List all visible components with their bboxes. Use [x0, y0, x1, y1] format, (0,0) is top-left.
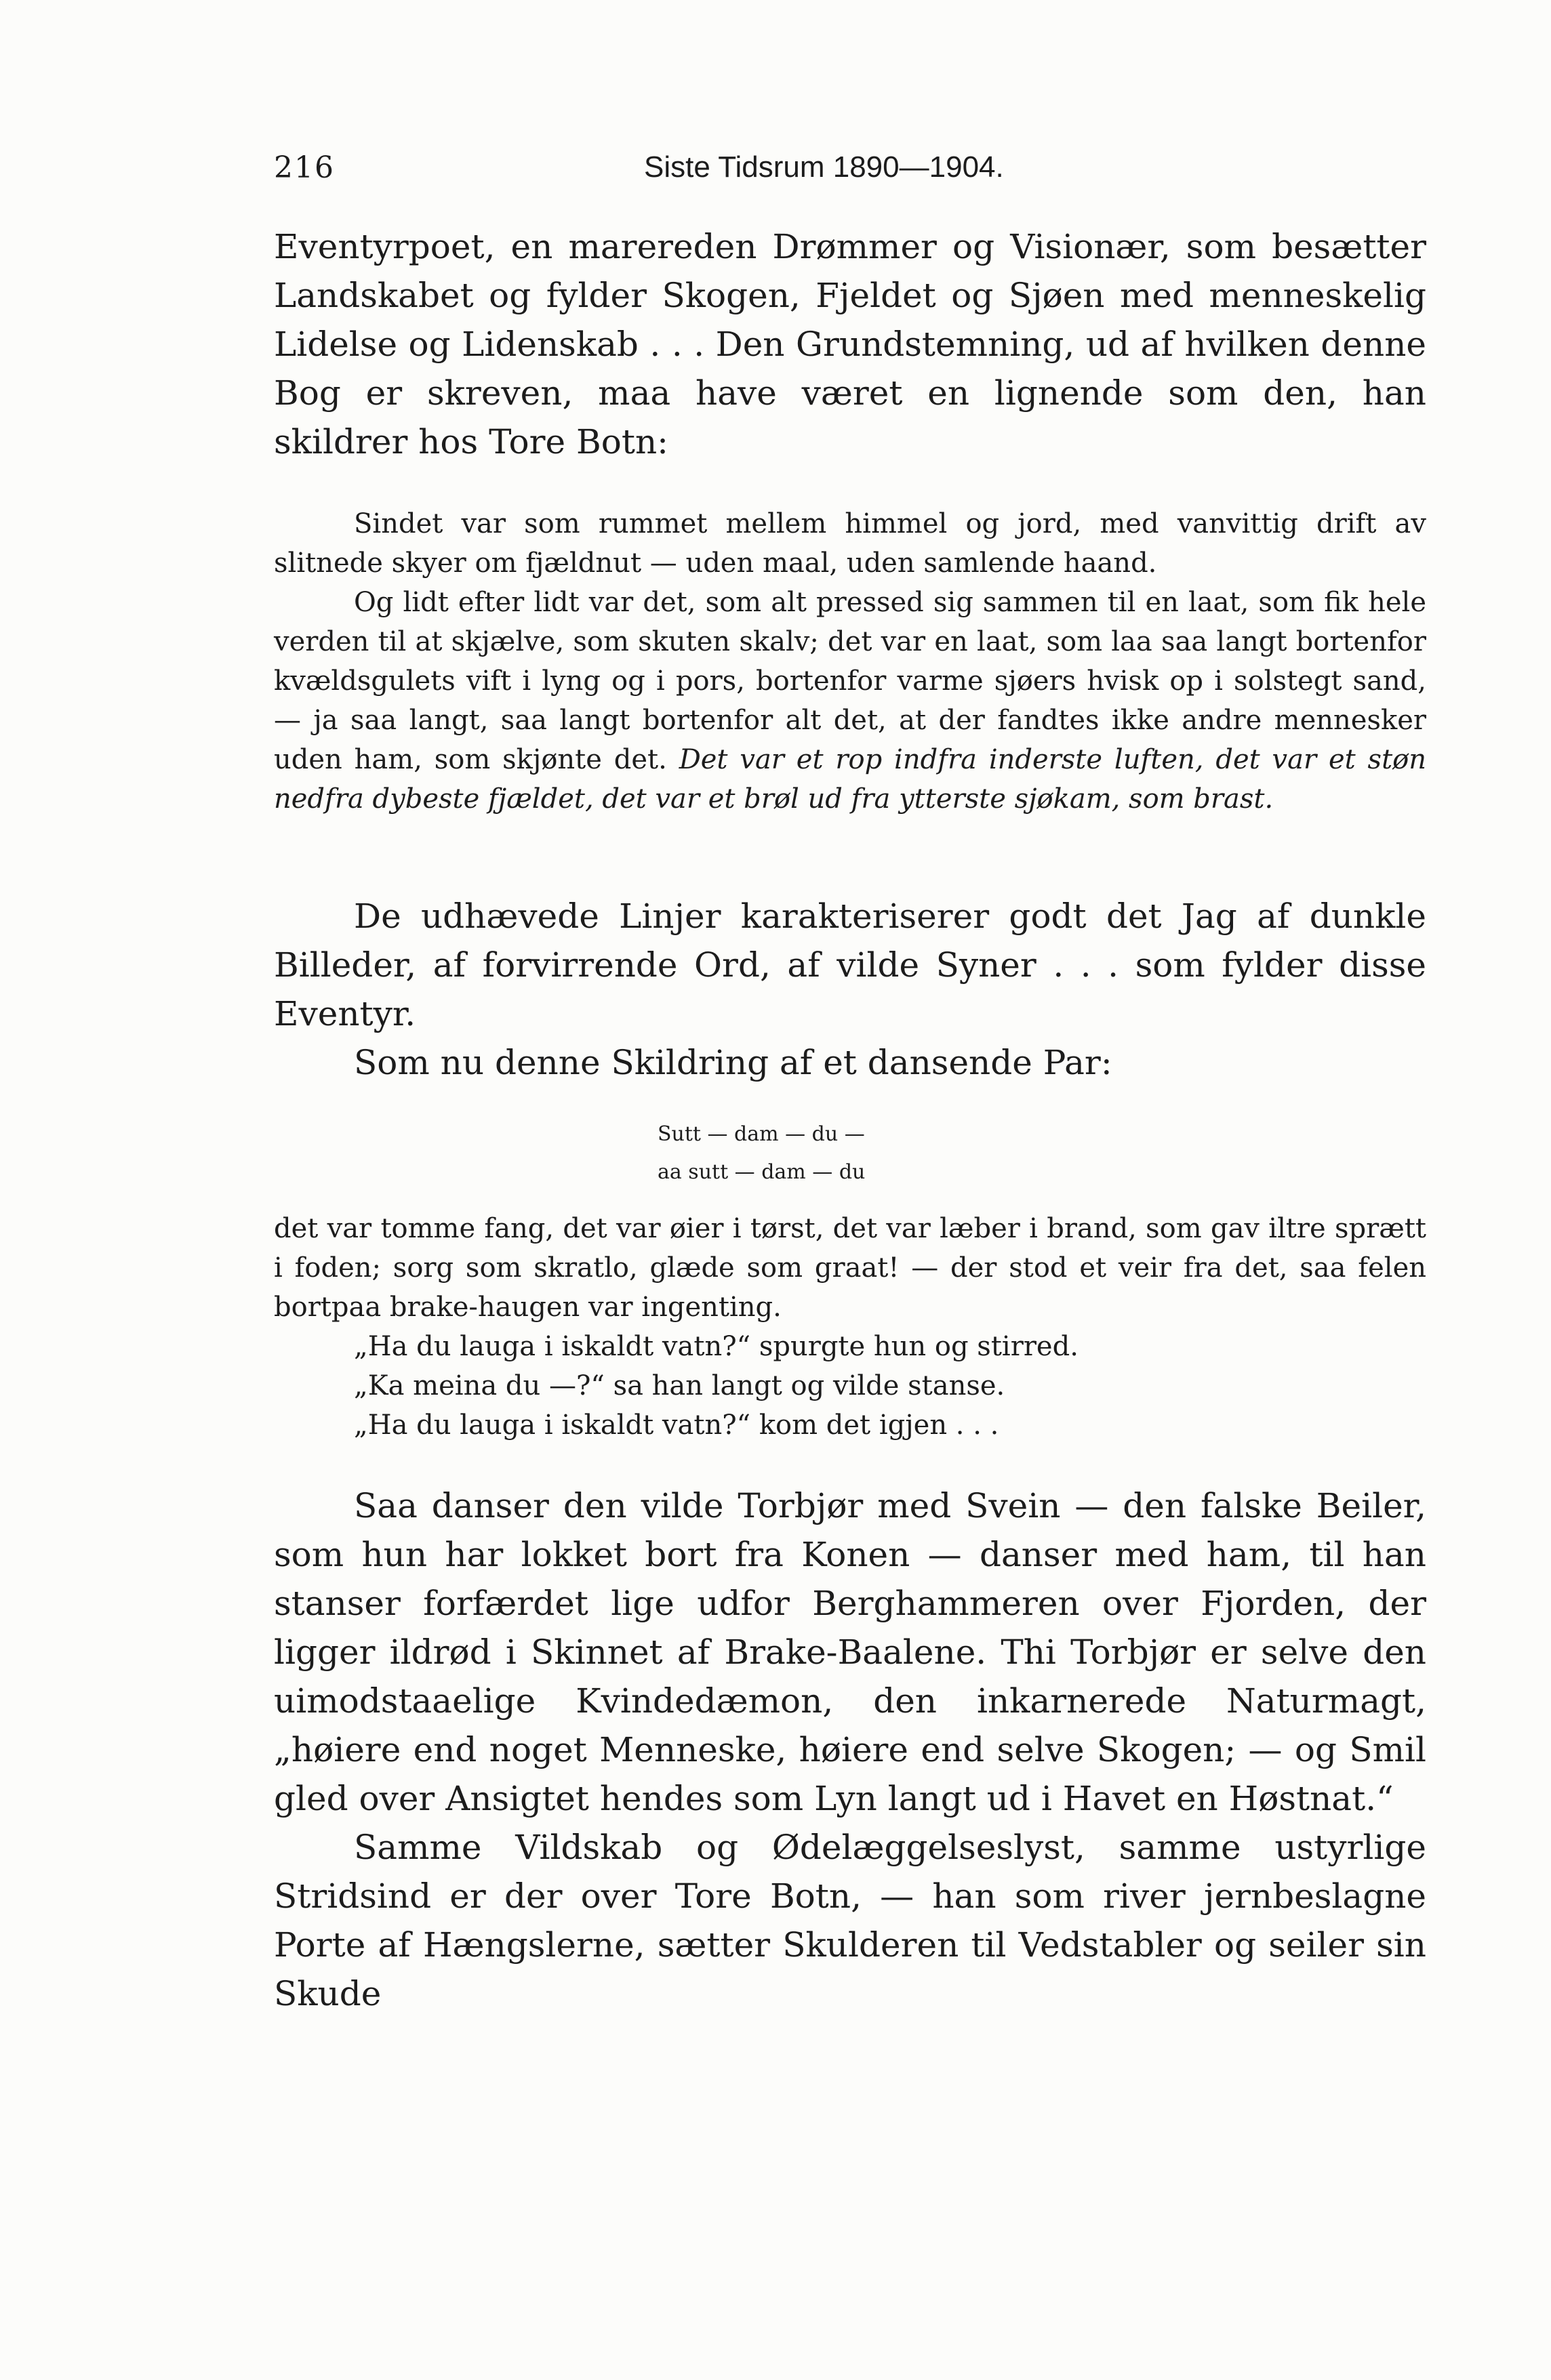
- verse-line-2: aa sutt — dam — du: [658, 1160, 866, 1184]
- running-title: Siste Tidsrum 1890—1904.: [644, 150, 1004, 184]
- paragraph-udhaevede: De udhævede Linjer karakteriserer godt det Jag af dunkle Billeder, af forvirrende Ord, af vilde Syner . . . som fylder disse Eventyr.: [274, 897, 1426, 1033]
- paragraph-skildring: Som nu denne Skildring af et dansende Par:: [354, 1043, 1112, 1082]
- verse-line-1: Sutt — dam — du —: [658, 1122, 865, 1146]
- page-number: 216: [274, 150, 335, 185]
- paragraph-eventyrpoet: Eventyrpoet, en marereden Drømmer og Visionær, som besætter Landskabet og fylder Skogen, Fjeldet og Sjøen med menneskelig Lidelse og Lidenskab . . . Den Grundstemning, ud af hvilken denne Bog er skreven, maa have været en lignende som den, han skildrer hos Tore Botn:: [274, 227, 1426, 461]
- paragraph-torbjor: Saa danser den vilde Torbjør med Svein — den falske Beiler, som hun har lokket bort fra Konen — danser med ham, til han stanser forfærdet lige udfor Berghammeren over Fjorden, der ligger ildrød i Skinnet af Brake-Baalene. Thi Torbjør er selve den uimodstaaelige Kvindedæmon, den inkarnerede Naturmagt, „høiere end noget Menneske, høiere end selve Skogen; — og Smil gled over Ansigtet hendes som Lyn langt ud i Havet en Høstnat.“: [274, 1486, 1426, 1818]
- closing-paragraphs: [274, 1481, 1426, 2018]
- quote-dialogue-3: „Ha du lauga i iskaldt vatn?“ kom det igjen . . .: [354, 1410, 999, 1441]
- dance-verse: [658, 1115, 865, 1191]
- quote-paragraph-og-lidt: [274, 583, 1426, 819]
- quote-paragraph-tomme-fang: det var tomme fang, det var øier i tørst, det var læber i brand, som gav iltre sprætt i foden; sorg som skratlo, glæde som graat! — der stod et veir fra det, saa felen bortpaa brake-haugen var ingenting.: [274, 1213, 1426, 1323]
- quote-plain-text: Og lidt efter lidt var det, som alt pressed sig sammen til en laat, som fik hele verden til at skjælve, som skuten skalv; det var en laat, som laa saa langt bortenfor kvældsgulets vift i lyng og i pors, bortenfor varme sjøers hvisk op i solstegt sand, — ja saa langt, saa langt bortenfor alt det, at der fandtes ikke andre mennesker uden ham, som skjønte det.: [274, 587, 1426, 775]
- quotation-tore-botn: [274, 504, 1426, 819]
- paragraph-vildskab: Samme Vildskab og Ødelæggelseslyst, samme ustyrlige Stridsind er der over Tore Botn, — han som river jernbeslagne Porte af Hængslerne, sætter Skulderen til Vedstabler og seiler sin Skude: [274, 1828, 1426, 2013]
- quote-paragraph-sindet: Sindet var som rummet mellem himmel og jord, med vanvittig drift av slitnede skyer om fjældnut — uden maal, uden samlende haand.: [274, 508, 1426, 579]
- quote-emphasized-text: Det var et rop indfra inderste luften, det var et støn nedfra dybeste fjældet, det var et brøl ud fra ytterste sjøkam, som brast.: [274, 744, 1426, 815]
- quotation-dance: [274, 1209, 1426, 1445]
- page-header: [0, 150, 1551, 198]
- intro-paragraph: [274, 222, 1426, 466]
- quote-dialogue-1: „Ha du lauga i iskaldt vatn?“ spurgte hun og stirred.: [354, 1331, 1079, 1362]
- commentary-paragraphs: [274, 892, 1426, 1087]
- quote-dialogue-2: „Ka meina du —?“ sa han langt og vilde stanse.: [354, 1370, 1005, 1401]
